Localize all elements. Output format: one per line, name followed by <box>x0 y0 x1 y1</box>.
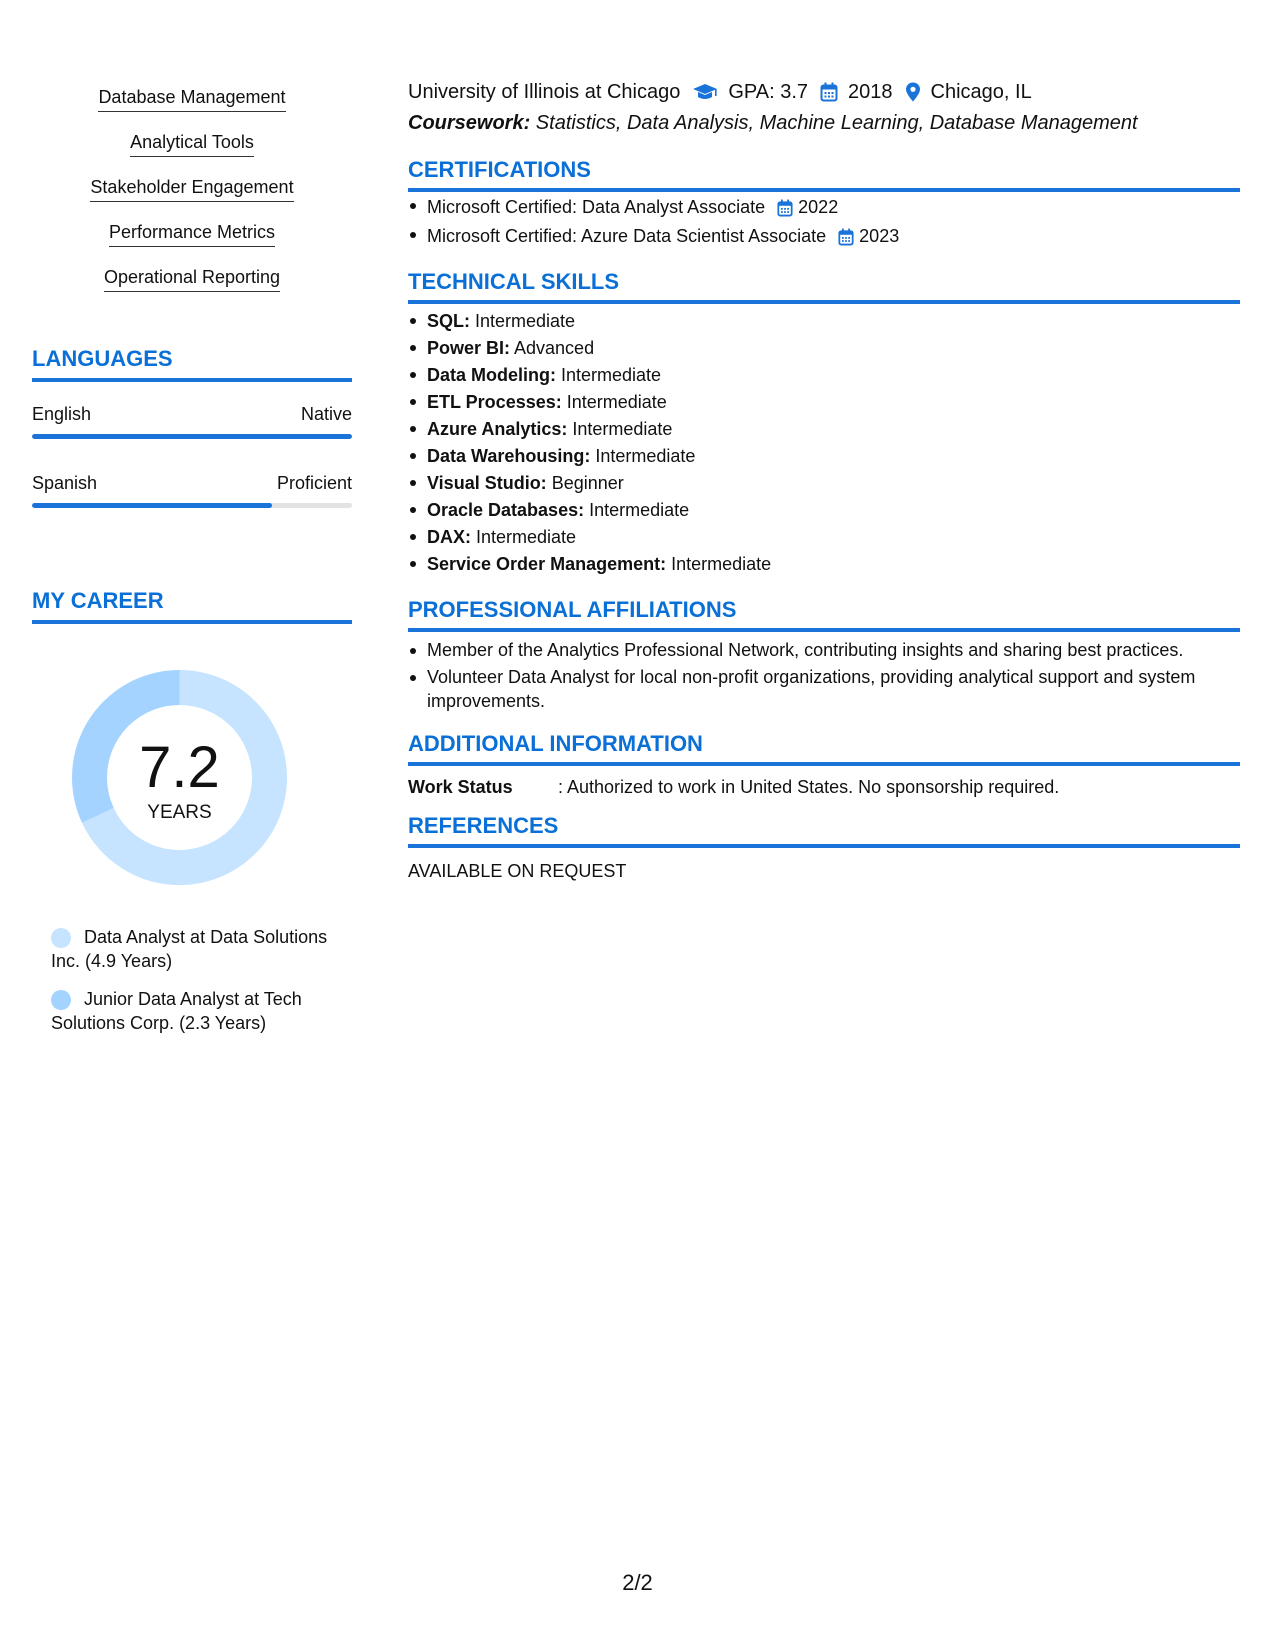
affiliation-item: Member of the Analytics Professional Network, contributing insights and sharing best practices. <box>427 638 1240 662</box>
skill-item <box>32 266 352 311</box>
tech-skill-item <box>427 308 1240 335</box>
certification-item <box>427 193 1240 222</box>
tech-skill-name: SQL: <box>427 311 470 331</box>
tech-skill-item <box>427 497 1240 524</box>
certifications-list <box>408 193 1240 251</box>
work-status-value: : Authorized to work in United States. No sponsorship required. <box>558 777 1060 797</box>
certification-name: Microsoft Certified: Data Analyst Associate <box>427 197 766 217</box>
tech-skill-name: ETL Processes: <box>427 392 562 412</box>
calendar-icon <box>820 82 838 102</box>
skill-item <box>32 176 352 221</box>
tech-skill-item <box>427 389 1240 416</box>
tech-skill-name: Visual Studio: <box>427 473 547 493</box>
career-legend <box>51 925 341 1049</box>
tech-skill-level: Intermediate <box>666 554 772 574</box>
tech-skill-level: Intermediate <box>567 419 673 439</box>
work-status-label: Work Status <box>408 777 513 797</box>
career-donut-chart <box>67 665 292 890</box>
legend-dot <box>51 928 71 948</box>
career-total-unit: YEARS <box>147 802 212 823</box>
certification-year: 2023 <box>859 226 900 246</box>
tech-skill-item <box>427 551 1240 578</box>
skill-item <box>32 221 352 266</box>
skill-label: Stakeholder Engagement <box>90 176 293 202</box>
tech-skill-name: Data Modeling: <box>427 365 556 385</box>
coursework-label: Coursework: <box>408 112 531 134</box>
tech-skill-item <box>427 443 1240 470</box>
tech-skill-name: Azure Analytics: <box>427 419 568 439</box>
language-level: Proficient <box>276 473 352 493</box>
references-text: AVAILABLE ON REQUEST <box>408 861 627 881</box>
tech-skill-item <box>427 470 1240 497</box>
language-level-bar <box>32 434 352 439</box>
skill-item <box>32 131 352 176</box>
tech-skill-item <box>427 362 1240 389</box>
tech-skill-name: Data Warehousing: <box>427 446 591 466</box>
map-pin-icon <box>905 82 921 102</box>
tech-skill-item <box>427 524 1240 551</box>
skill-label: Operational Reporting <box>104 266 280 292</box>
career-legend-item <box>51 925 341 973</box>
skill-label: Analytical Tools <box>130 131 254 157</box>
education-location: Chicago, IL <box>930 81 1032 103</box>
skill-label: Database Management <box>98 86 285 112</box>
tech-skill-level: Intermediate <box>590 446 696 466</box>
career-legend-label: Junior Data Analyst at Tech Solutions Corp. (2.3 Years) <box>51 989 302 1033</box>
tech-skill-level: Intermediate <box>561 392 667 412</box>
skills-list <box>32 86 352 311</box>
education-year: 2018 <box>848 81 893 103</box>
education-gpa: GPA: 3.7 <box>728 81 809 103</box>
legend-dot <box>51 990 71 1010</box>
language-level-fill <box>32 434 352 439</box>
tech-skill-level: Advanced <box>510 338 595 358</box>
tech-skill-level: Intermediate <box>471 527 577 547</box>
calendar-icon <box>777 199 793 217</box>
affiliations-list <box>408 638 1240 716</box>
certification-name: Microsoft Certified: Azure Data Scientist Associate <box>427 226 827 246</box>
technical-skills-list <box>408 308 1240 578</box>
language-row <box>32 472 352 508</box>
references-heading: REFERENCES <box>408 813 1240 848</box>
tech-skill-level: Intermediate <box>584 500 690 520</box>
graduation-cap-icon <box>692 83 718 101</box>
language-level-fill <box>32 503 272 508</box>
page-number: 2/2 <box>622 1570 653 1595</box>
language-level-bar <box>32 503 352 508</box>
language-name: Spanish <box>32 473 98 493</box>
education-school: University of Illinois at Chicago <box>408 81 681 103</box>
career-legend-label: Data Analyst at Data Solutions Inc. (4.9 Years) <box>51 927 328 971</box>
education-line <box>408 80 1032 104</box>
career-legend-item <box>51 987 341 1035</box>
tech-skill-item <box>427 416 1240 443</box>
tech-skill-name: Power BI: <box>427 338 511 358</box>
tech-skill-level: Intermediate <box>470 311 576 331</box>
certification-item <box>427 222 1240 251</box>
tech-skill-level: Intermediate <box>556 365 662 385</box>
technical-skills-heading: TECHNICAL SKILLS <box>408 269 1240 304</box>
work-status-row <box>408 776 1059 798</box>
career-total-years: 7.2 <box>139 735 220 800</box>
tech-skill-level: Beginner <box>546 473 624 493</box>
affiliation-item: Volunteer Data Analyst for local non-profit organizations, providing analytical support and system improvements. <box>427 665 1240 713</box>
tech-skill-name: Oracle Databases: <box>427 500 585 520</box>
skill-item <box>32 86 352 131</box>
skill-label: Performance Metrics <box>109 221 275 247</box>
language-row <box>32 403 352 439</box>
coursework-line <box>408 111 1138 135</box>
languages-heading: LANGUAGES <box>32 346 352 382</box>
coursework-text: Statistics, Data Analysis, Machine Learning, Database Management <box>530 112 1138 134</box>
additional-info-heading: ADDITIONAL INFORMATION <box>408 731 1240 766</box>
tech-skill-item <box>427 335 1240 362</box>
affiliations-heading: PROFESSIONAL AFFILIATIONS <box>408 597 1240 632</box>
tech-skill-name: DAX: <box>427 527 471 547</box>
language-level: Native <box>300 404 352 424</box>
tech-skill-name: Service Order Management: <box>427 554 667 574</box>
language-name: English <box>32 404 92 424</box>
certification-year: 2022 <box>798 197 839 217</box>
career-heading: MY CAREER <box>32 588 352 624</box>
certifications-heading: CERTIFICATIONS <box>408 157 1240 192</box>
calendar-icon <box>838 228 854 246</box>
